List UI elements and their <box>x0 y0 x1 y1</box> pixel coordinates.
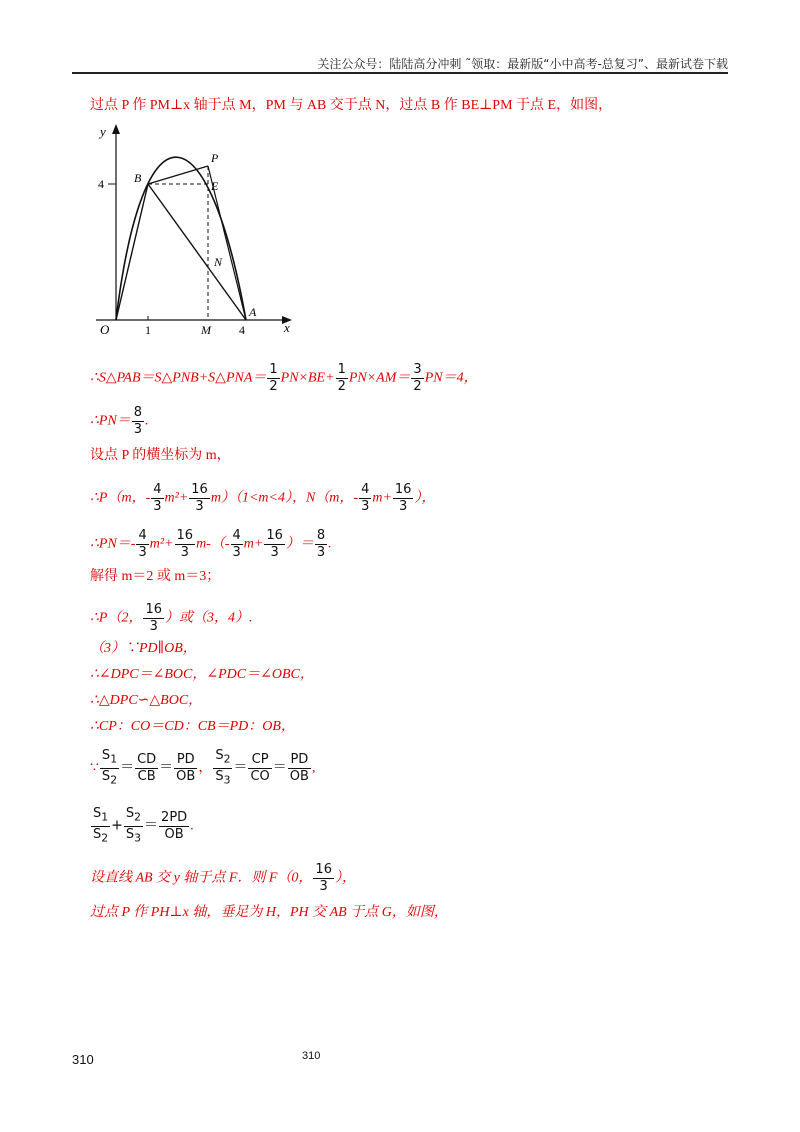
header-rule <box>72 72 728 74</box>
frac-16-3: $\frac{16}{3}$ <box>191 482 208 514</box>
frac-16-3: $\frac{16}{3}$ <box>266 528 283 560</box>
text-line-1: 过点 P 作 PM⊥x 轴于点 M，PM 与 AB 交于点 N，过点 B 作 BE⊥PM 于点 E，如图， <box>90 98 613 113</box>
text-line-12: ∴CP：CO＝CD：CB＝PD：OB， <box>90 719 295 734</box>
label-A: A <box>249 305 257 319</box>
frac-16-3: $\frac{16}{3}$ <box>145 602 163 634</box>
text-line-7: 解得 m＝2 或 m＝3； <box>90 569 221 584</box>
y-axis-arrow <box>112 124 120 134</box>
label-tick-y4: 4 <box>98 177 104 191</box>
label-E: E <box>211 179 219 193</box>
text-line-16: 过点 P 作 PH⊥x 轴，垂足为 H，PH 交 AB 于点 G，如图， <box>90 905 448 920</box>
frac-8-3: $\frac{8}{3}$ <box>133 405 143 437</box>
frac-half-1: $\frac{1}{2}$ <box>269 362 278 394</box>
text-line-5: ∴P（m，- $\frac{4}{3}$ m²+ $\frac{16}{3}$ m）（1<m<4），N（m，- $\frac{4}{3}$ m+ $\frac{16}{3}$ ）， <box>90 482 436 514</box>
text-line-13: ∵ $\frac{S_1}{S_2}$ ＝ $\frac{CD}{CB}$ ＝ $\frac{PD}{OB}$ ， $\frac{S_2}{S_3}$ ＝ $\frac{CP}{CO}$ ＝ $\frac{PD}{OB}$ , <box>90 748 316 787</box>
page-number-center: 310 <box>302 1050 321 1062</box>
l2-part-b: PN×BE+ <box>280 370 335 386</box>
label-P: P <box>211 151 219 165</box>
l2-part-d: PN＝4， <box>424 370 478 386</box>
text-line-3: ∴PN＝ $\frac{8}{3}$ . <box>90 405 149 437</box>
frac-4-3: $\frac{4}{3}$ <box>361 482 370 514</box>
label-B: B <box>134 171 142 185</box>
text-line-10: ∴∠DPC＝∠BOC，∠PDC＝∠OBC， <box>90 667 314 682</box>
l2-part-a: ∴S△PAB＝S△PNB+S△PNA＝ <box>90 370 267 386</box>
page-number-left: 310 <box>72 1052 94 1067</box>
frac-16-3: $\frac{16}{3}$ <box>176 528 194 560</box>
frac-16-3: $\frac{16}{3}$ <box>394 482 412 514</box>
frac-4-3: $\frac{4}{3}$ <box>138 528 147 560</box>
label-O: O <box>100 322 110 337</box>
label-tick-x1: 1 <box>145 323 151 337</box>
text-line-9: （3）∵PD∥OB， <box>90 641 197 656</box>
frac-half-2: $\frac{1}{2}$ <box>337 362 346 394</box>
frac-three-halves: $\frac{3}{2}$ <box>413 362 422 394</box>
label-y: y <box>100 124 106 139</box>
text-line-6: ∴PN＝- $\frac{4}{3}$ m²+ $\frac{16}{3}$ m-（- $\frac{4}{3}$ m+ $\frac{16}{3}$ ）＝ $\frac{8}{3}$ . <box>90 528 332 560</box>
label-tick-x4: 4 <box>239 323 245 337</box>
header-text: 关注公众号：陆陆高分冲刺 ˜领取：最新版“小中高考-总复习”、最新试卷下载 <box>317 57 728 71</box>
text-line-2 <box>90 362 478 395</box>
label-N: N <box>214 255 223 269</box>
text-line-8: ∴P（2， $\frac{16}{3}$ ）或（3，4）. <box>90 602 253 634</box>
text-line-11: ∴△DPC∽△BOC， <box>90 693 203 708</box>
segment-OB <box>116 184 148 320</box>
parabola-figure <box>88 118 303 340</box>
frac-16-3: $\frac{16}{3}$ <box>315 862 332 894</box>
frac-4-3: $\frac{4}{3}$ <box>232 528 241 560</box>
label-M: M <box>201 323 211 337</box>
text-line-15: 设直线 AB 交 y 轴于点 F．则 F（0， $\frac{16}{3}$ ）， <box>90 862 356 894</box>
frac-8-3: $\frac{8}{3}$ <box>316 528 326 560</box>
l2-part-c: PN×AM＝ <box>348 370 411 386</box>
label-x: x <box>284 320 290 335</box>
text-line-14: $\frac{S_1}{S_2}$ + $\frac{S_2}{S_3}$ ＝ $\frac{2PD}{OB}$ . <box>93 806 194 845</box>
text-line-4: 设点 P 的横坐标为 m， <box>90 448 231 463</box>
frac-4-3: $\frac{4}{3}$ <box>153 482 162 514</box>
